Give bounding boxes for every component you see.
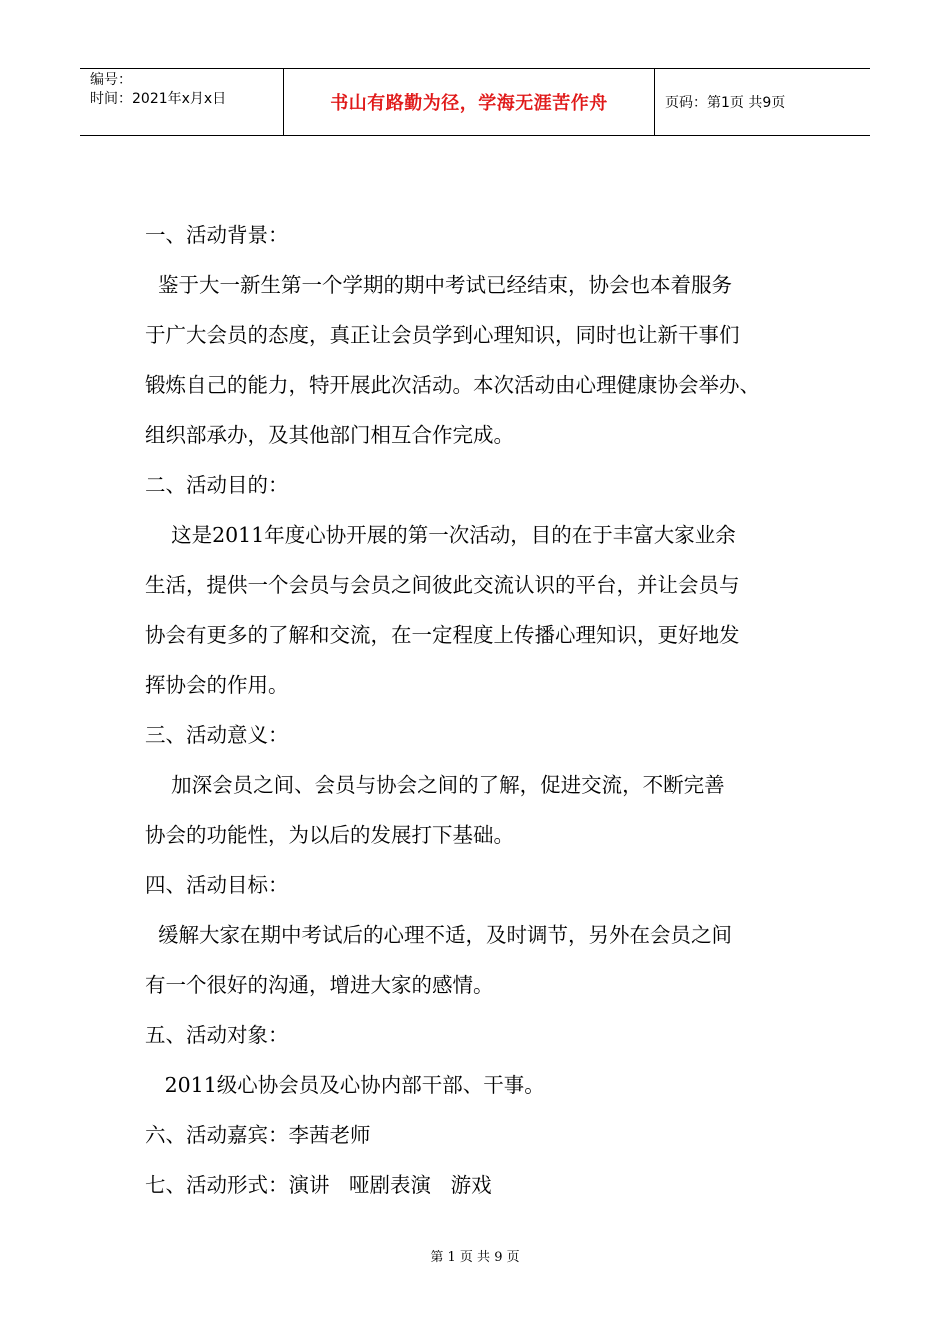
paragraph-line: 缓解大家在期中考试后的心理不适，及时调节，另外在会员之间 bbox=[145, 923, 733, 947]
section-heading-audience: 五、活动对象： bbox=[145, 1023, 289, 1047]
paragraph-line: 2011级心协会员及心协内部干部、干事。 bbox=[145, 1073, 545, 1097]
document-header bbox=[80, 68, 870, 136]
header-page-label: 页码：第1页 共9页 bbox=[665, 95, 786, 111]
paragraph-line: 加深会员之间、会员与协会之间的了解，促进交流，不断完善 bbox=[145, 773, 725, 797]
paragraph-line: 组织部承办，及其他部门相互合作完成。 bbox=[145, 423, 514, 447]
paragraph-line: 有一个很好的沟通，增进大家的感情。 bbox=[145, 973, 494, 997]
serial-number-label: 编号： bbox=[90, 72, 132, 88]
header-motto-cell bbox=[283, 69, 655, 135]
section-heading-purpose: 二、活动目的： bbox=[145, 473, 289, 497]
paragraph-line: 挥协会的作用。 bbox=[145, 673, 289, 697]
header-info-cell bbox=[80, 69, 283, 135]
paragraph-line: 协会有更多的了解和交流，在一定程度上传播心理知识，更好地发 bbox=[145, 623, 740, 647]
header-page-cell bbox=[655, 69, 870, 135]
section-heading-goal: 四、活动目标： bbox=[145, 873, 289, 897]
paragraph-line: 鉴于大一新生第一个学期的期中考试已经结束，协会也本着服务 bbox=[145, 273, 733, 297]
paragraph-line: 于广大会员的态度，真正让会员学到心理知识，同时也让新干事们 bbox=[145, 323, 740, 347]
paragraph-line: 这是2011年度心协开展的第一次活动，目的在于丰富大家业余 bbox=[145, 523, 736, 547]
section-heading-guest: 六、活动嘉宾：李茜老师 bbox=[145, 1123, 371, 1147]
date-label: 时间：2021年x月x日 bbox=[90, 91, 227, 107]
section-heading-background: 一、活动背景： bbox=[145, 223, 289, 247]
document-body bbox=[145, 210, 825, 1210]
section-heading-significance: 三、活动意义： bbox=[145, 723, 289, 747]
paragraph-line: 生活，提供一个会员与会员之间彼此交流认识的平台，并让会员与 bbox=[145, 573, 740, 597]
page-footer bbox=[0, 1246, 950, 1265]
section-heading-format: 七、活动形式：演讲 哑剧表演 游戏 bbox=[145, 1173, 492, 1197]
paragraph-line: 锻炼自己的能力，特开展此次活动。本次活动由心理健康协会举办、 bbox=[145, 373, 760, 397]
footer-page-number: 第 1 页 共 9 页 bbox=[430, 1250, 520, 1265]
paragraph-line: 协会的功能性，为以后的发展打下基础。 bbox=[145, 823, 514, 847]
motto-text: 书山有路勤为径，学海无涯苦作舟 bbox=[330, 93, 608, 114]
